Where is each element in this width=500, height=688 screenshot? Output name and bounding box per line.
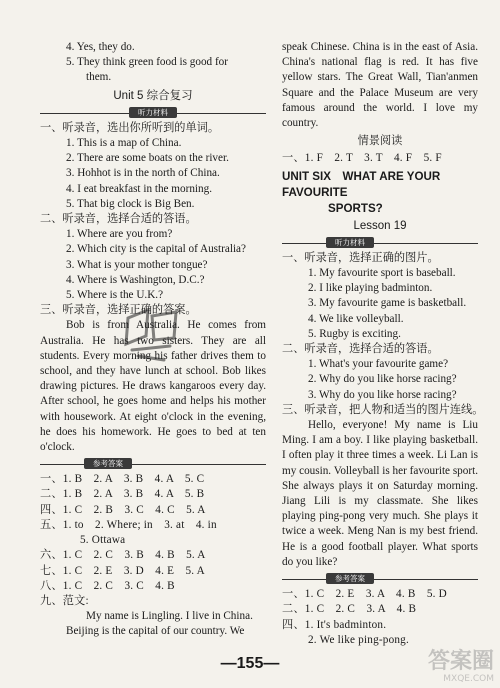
page-number: —155—	[220, 655, 280, 672]
essay-line: Beijing is the capital of our country. We	[66, 625, 245, 638]
left-top-line-1: 4. Yes, they do.	[66, 41, 135, 53]
right-sec1-item: 3. My favourite game is basketball.	[308, 297, 467, 310]
left-top-line-3: them.	[86, 71, 112, 84]
reference-answer-tag: 参考答案	[326, 573, 374, 584]
reference-answer-bar	[40, 457, 266, 471]
listening-material-bar	[282, 236, 478, 250]
watermark-logo	[400, 644, 494, 684]
watermark-url: MXQE.COM	[443, 674, 494, 684]
answer-line: 七、1. C 2. E 3. D 4. E 5. A	[40, 564, 205, 577]
listening-material-tag: 听力材料	[129, 107, 177, 118]
right-sec1-item: 5. Rugby is exciting.	[308, 327, 401, 340]
answer-line: 四、1. C 2. B 3. C 4. C 5. A	[40, 503, 206, 516]
answer-line: 二、1. C 2. C 3. A 4. B	[282, 603, 417, 616]
right-sec1-item: 2. I like playing badminton.	[308, 282, 433, 295]
right-top-paragraph: speak Chinese. China is in the east of Asia. China's national flag is red. It has five yellow stars. The Great Wall, Tian'anmen Square and the Palace Museum are very famous around the world. I love my country.	[282, 41, 478, 130]
left-sec2-item: 3. What is your mother tongue?	[66, 258, 208, 271]
right-sec1-item: 1. My favourite sport is baseball.	[308, 267, 456, 280]
left-sec2-item: 4. Where is Washington, D.C.?	[66, 273, 205, 286]
answer-line: 五、1. to 2. Where; in 3. at 4. in	[40, 518, 217, 531]
right-sec2-item: 2. Why do you like horse racing?	[308, 373, 457, 386]
answer-line: 九、范文:	[40, 594, 89, 607]
left-sec1-item: 2. There are some boats on the river.	[66, 152, 229, 165]
left-sec1-item: 5. That big clock is Big Ben.	[66, 197, 195, 210]
reading-answers: 一、1. F 2. T 3. T 4. F 5. F	[282, 152, 442, 165]
right-sec2-title: 二、听录音，选择合适的答语。	[282, 343, 439, 356]
reference-answer-tag: 参考答案	[84, 458, 132, 469]
answer-line: 八、1. C 2. C 3. C 4. B	[40, 579, 175, 592]
unit-six-heading-sub: SPORTS?	[328, 201, 383, 215]
left-sec2-item: 1. Where are you from?	[66, 228, 173, 241]
unit-six-heading: UNIT SIX WHAT ARE YOUR FAVOURITE	[282, 169, 441, 199]
listening-material-tag: 听力材料	[326, 237, 374, 248]
reference-answer-bar	[282, 572, 478, 586]
answer-line: 六、1. C 2. C 3. B 4. B 5. A	[40, 549, 206, 562]
right-sec1-title: 一、听录音，选择正确的图片。	[282, 251, 439, 264]
left-sec1-title: 一、听录音，选出你所听到的单词。	[40, 121, 220, 134]
left-column	[40, 40, 266, 640]
answer-line: 5. Ottawa	[80, 534, 126, 547]
left-sec3-paragraph: Bob is from Australia. He comes from Australia. He has two sisters. They are all students. Every morning his father drives them to school, and they have lunch at school. Bob likes drawing pictures. He draws kangaroos every day. After school, he goes home and helps his mother with housework. At eight o'clock in the evening, he does his homework. He goes to bed at ten o'clock.	[40, 319, 266, 454]
answer-line: 一、1. C 2. E 3. A 4. B 5. D	[282, 588, 447, 601]
lesson-title: Lesson 19	[353, 219, 407, 232]
left-sec3-title: 三、听录音，选择正确的答案。	[40, 304, 197, 317]
right-sec3-title: 三、听录音，把人物和适当的图片连线。	[282, 403, 484, 416]
right-sec2-item: 3. Why do you like horse racing?	[308, 388, 457, 401]
left-sec2-title: 二、听录音，选择合适的答语。	[40, 213, 197, 226]
unit-5-review-title: Unit 5 综合复习	[113, 89, 193, 102]
right-sec3-paragraph: Hello, everyone! My name is Liu Ming. I am a boy. I like playing basketball. I often play it three times a week. Li Lan is my cousin. Volleyball is her favourite sport. She always plays it on Saturday morning. Jiang Lili is my classmate. She likes playing ping-pong very much. She plays it twice a week. Meng Nan is my best friend. He is a good football player. What sports do you like?	[282, 419, 478, 568]
left-sec2-item: 5. Where is the U.K.?	[66, 289, 164, 302]
right-sec1-item: 4. We like volleyball.	[308, 312, 404, 325]
right-column	[282, 40, 484, 648]
answer-line: 一、1. B 2. A 3. B 4. A 5. C	[40, 473, 205, 486]
essay-line: My name is Lingling. I live in China.	[86, 610, 253, 623]
left-sec2-item: 2. Which city is the capital of Australia?	[66, 243, 246, 256]
reading-title: 情景阅读	[357, 135, 403, 148]
left-sec1-item: 1. This is a map of China.	[66, 137, 182, 150]
answer-line: 四、1. It's badminton.	[282, 618, 387, 631]
left-sec1-item: 3. Hohhot is in the north of China.	[66, 167, 220, 180]
listening-material-bar	[40, 106, 266, 120]
watermark-text: 答案圈	[427, 649, 494, 674]
answer-line: 2. We like ping-pong.	[308, 633, 409, 646]
left-sec1-item: 4. I eat breakfast in the morning.	[66, 182, 213, 195]
left-top-line-2: 5. They think green food is good for	[66, 56, 228, 69]
right-sec2-item: 1. What's your favourite game?	[308, 358, 449, 371]
answer-line: 二、1. B 2. A 3. B 4. A 5. B	[40, 488, 205, 501]
